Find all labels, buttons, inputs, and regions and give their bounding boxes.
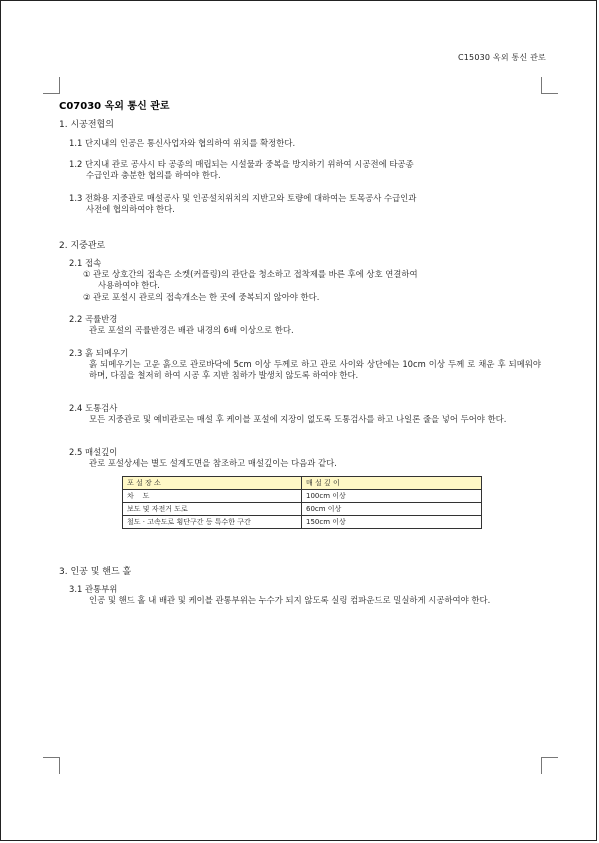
crop-mark-top-left [43, 77, 60, 94]
document-title: C07030 옥외 통신 관로 [59, 101, 170, 112]
table-row [123, 490, 482, 503]
item-2-4-body: 모든 지중관로 및 예비관로는 매설 후 케이블 포설에 지장이 없도록 도통검사를 하고 나일론 줄을 넣어 두어야 한다. [89, 414, 507, 424]
table-cell-location: 차 도 [123, 490, 302, 503]
table-row [123, 503, 482, 516]
item-3-1-body: 인공 및 핸드 홀 내 배관 및 케이블 관통부위는 누수가 되지 않도록 실링 컴파운드로 밀실하게 시공하여야 한다. [89, 595, 491, 605]
item-1-3-line-1: 1.3 전화용 지중관로 매설공사 및 인공설치위치의 지반고와 토량에 대하여는 토목공사 수급인과 [69, 193, 417, 203]
table-cell-location: 철도 · 고속도로 횡단구간 등 특수한 구간 [123, 516, 302, 529]
item-2-2-body: 관로 포설의 곡률반경은 배관 내경의 6배 이상으로 한다. [89, 325, 294, 335]
crop-mark-bottom-left [43, 757, 60, 774]
item-3-1-title: 3.1 관통부위 [69, 584, 118, 594]
item-2-3-title: 2.3 흙 되메우기 [69, 348, 129, 358]
table-cell-location: 보도 및 자전거 도로 [123, 503, 302, 516]
item-2-5-title: 2.5 매설깊이 [69, 447, 118, 457]
section-1-heading: 1. 시공전협의 [59, 120, 114, 130]
section-3-heading: 3. 인공 및 핸드 홀 [59, 567, 132, 577]
table-row [123, 516, 482, 529]
burial-depth-table [122, 476, 482, 529]
item-2-1-a-line-2: 사용하여야 한다. [98, 280, 160, 290]
table-header-location: 포 설 장 소 [123, 477, 302, 490]
item-2-1-title: 2.1 접속 [69, 258, 102, 268]
item-1-3-line-2: 사전에 협의하여야 한다. [86, 204, 175, 214]
table-cell-depth: 100cm 이상 [302, 490, 482, 503]
crop-mark-bottom-right [541, 757, 558, 774]
item-2-1-a-line-1: ① 관로 상호간의 접속은 소켓(커플링)의 관단을 청소하고 접착제를 바른 후에 상호 연결하여 [83, 269, 418, 279]
item-2-2-title: 2.2 곡률반경 [69, 314, 118, 324]
item-1-2-line-2: 수급인과 충분한 협의를 하여야 한다. [86, 170, 221, 180]
item-1-2-line-1: 1.2 단지내 관로 공사시 타 공종의 매립되는 시설물과 중복을 방지하기 위하여 시공전에 타공종 [69, 159, 414, 169]
item-2-1-b: ② 관로 포설시 관로의 접속개소는 한 곳에 중복되지 않아야 한다. [83, 292, 320, 302]
item-1-1: 1.1 단지내의 인공은 통신사업자와 협의하여 위치를 확정한다. [69, 138, 296, 148]
running-header: C15030 옥외 통신 관로 [457, 53, 546, 62]
item-2-4-title: 2.4 도통검사 [69, 403, 118, 413]
section-2-heading: 2. 지중관로 [59, 241, 106, 251]
item-2-5-body: 관로 포설상세는 별도 설계도면을 참조하고 매설깊이는 다음과 같다. [89, 458, 337, 468]
item-2-3-body: 흙 되메우기는 고운 흙으로 관로바닥에 5cm 이상 두께로 하고 관로 사이와 상단에는 10cm 이상 두께 로 채운 후 되메워야 하며, 다짐을 철저히 하여 시공 후 지반 침하가 발생치 않도록 하여야 한다. [89, 359, 541, 380]
table-cell-depth: 60cm 이상 [302, 503, 482, 516]
table-cell-depth: 150cm 이상 [302, 516, 482, 529]
table-header-depth: 매 설 깊 이 [302, 477, 482, 490]
crop-mark-top-right [541, 77, 558, 94]
table-header-row [123, 477, 482, 490]
